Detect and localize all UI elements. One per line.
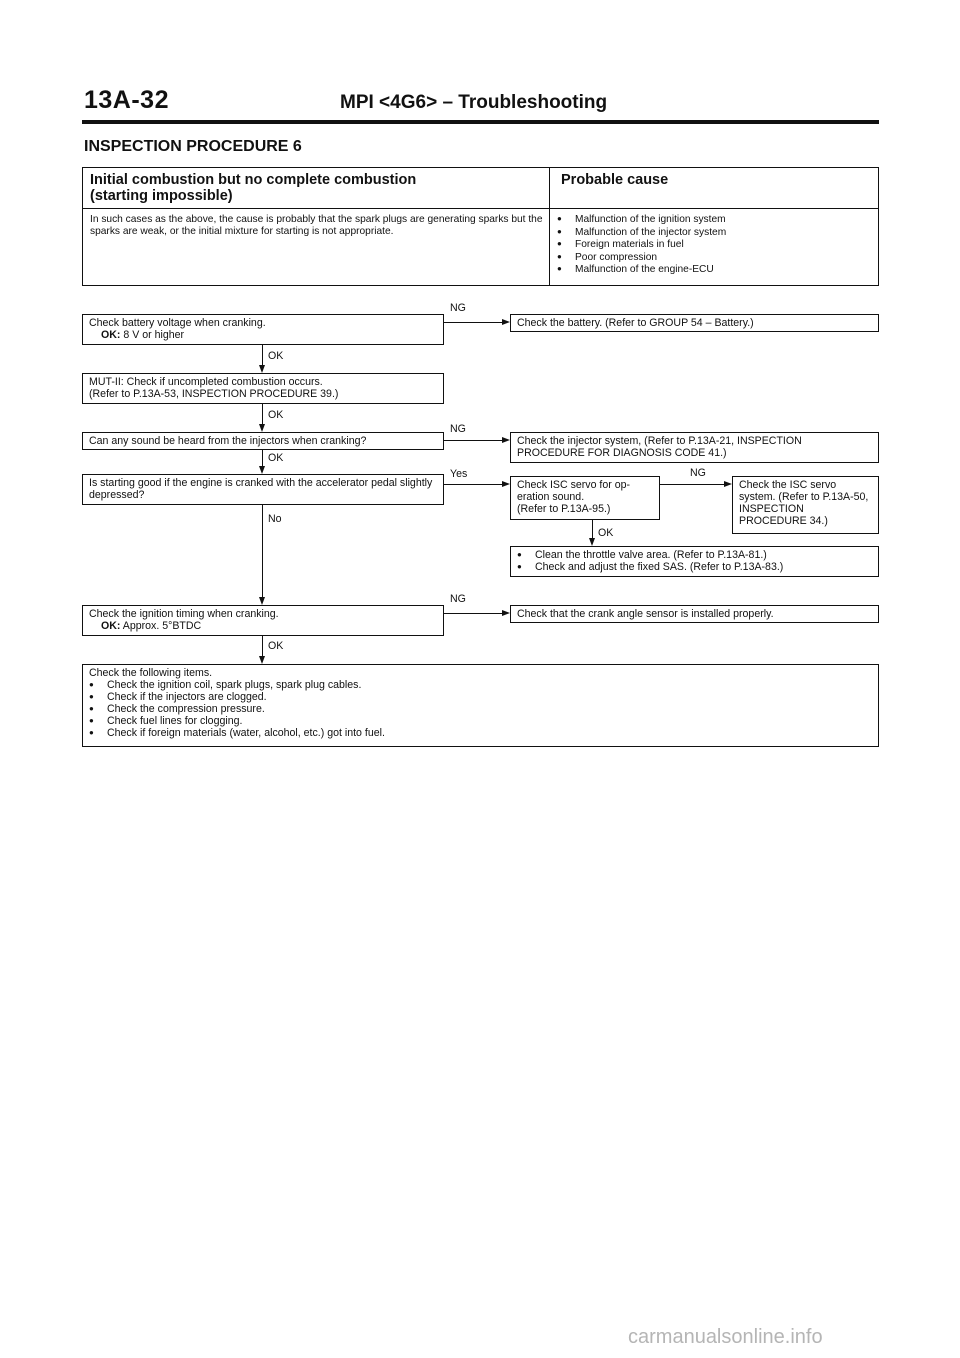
arrow-right-icon: [502, 319, 510, 325]
action-item: ● Check and adjust the fixed SAS. (Refer to P.13A-83.): [517, 561, 872, 573]
arrow-right-icon: [724, 481, 732, 487]
table-divider-horizontal: [83, 208, 878, 209]
arrow-down-icon: [259, 656, 265, 664]
connector-line: [262, 345, 263, 365]
probable-cause-heading: Probable cause: [561, 172, 669, 188]
arrow-down-icon: [259, 597, 265, 605]
connector-line: [444, 322, 502, 323]
cause-item: ● Malfunction of the injector system: [557, 226, 726, 239]
action-item: ● Clean the throttle valve area. (Refer to P.13A-81.): [517, 549, 872, 561]
probable-cause-list: [557, 213, 726, 276]
yes-label: Yes: [450, 468, 468, 480]
final-check-items: Check the following items. ● Check the ignition coil, spark plugs, spark plug cables. ● Check if the injectors are clogged. ● Check the compression pressure. ● Check fuel lines for clogging. ● Check if foreign materials (water, alcohol, etc.) got into fuel.: [82, 664, 879, 747]
symptom-description: In such cases as the above, the cause is probably that the spark plugs are generating sparks but the sparks are weak, or the initial mixture for starting is not appropriate.: [90, 214, 543, 237]
arrow-right-icon: [502, 610, 510, 616]
ng-label: NG: [450, 593, 466, 605]
arrow-right-icon: [502, 437, 510, 443]
ok-label: OK: [598, 527, 614, 539]
check-item: ● Check fuel lines for clogging.: [89, 715, 872, 727]
action-crank-angle-sensor: Check that the crank angle sensor is installed properly.: [510, 605, 879, 623]
arrow-down-icon: [589, 538, 595, 546]
ng-label: NG: [450, 423, 466, 435]
symptom-table: [82, 167, 879, 286]
connector-line: [660, 484, 724, 485]
connector-line: [262, 505, 263, 597]
ok-label: OK: [268, 452, 284, 464]
cause-item: ● Poor compression: [557, 251, 726, 264]
procedure-title: INSPECTION PROCEDURE 6: [84, 138, 302, 155]
action-check-battery: Check the battery. (Refer to GROUP 54 – Battery.): [510, 314, 879, 332]
header-rule: [82, 120, 879, 124]
connector-line: [262, 450, 263, 466]
step-injector-sound: Can any sound be heard from the injectors when cranking?: [82, 432, 444, 450]
arrow-right-icon: [502, 481, 510, 487]
check-item: ● Check if the injectors are clogged.: [89, 691, 872, 703]
ok-label: OK: [268, 350, 284, 362]
connector-line: [262, 636, 263, 656]
watermark: carmanualsonline.info: [628, 1326, 823, 1348]
no-label: No: [268, 513, 282, 525]
arrow-down-icon: [259, 424, 265, 432]
check-item: ● Check the ignition coil, spark plugs, spark plug cables.: [89, 679, 872, 691]
step-accelerator-start: Is starting good if the engine is cranked with the accelerator pedal slightly depressed?: [82, 474, 444, 505]
cause-item: ● Foreign materials in fuel: [557, 238, 726, 251]
page-number: 13A-32: [84, 86, 169, 114]
ok-label: OK: [268, 640, 284, 652]
page-title: MPI <4G6> – Troubleshooting: [340, 92, 608, 113]
cause-item: ● Malfunction of the engine-ECU: [557, 263, 726, 276]
arrow-down-icon: [259, 365, 265, 373]
check-item: ● Check the compression pressure.: [89, 703, 872, 715]
connector-line: [444, 613, 502, 614]
ng-label: NG: [690, 467, 706, 479]
step-isc-sound: Check ISC servo for op- eration sound. (Refer to P.13A-95.): [510, 476, 660, 520]
ok-label: OK: [268, 409, 284, 421]
symptom-heading: Initial combustion but no complete combustion (starting impossible): [90, 172, 417, 204]
action-check-isc-system: Check the ISC servo system. (Refer to P.13A-50, INSPECTION PROCEDURE 34.): [732, 476, 879, 534]
step-mut-check: MUT-II: Check if uncompleted combustion occurs. (Refer to P.13A-53, INSPECTION PROCEDURE 39.): [82, 373, 444, 404]
ng-label: NG: [450, 302, 466, 314]
table-divider-vertical: [549, 168, 550, 285]
connector-line: [444, 484, 502, 485]
cause-item: ● Malfunction of the ignition system: [557, 213, 726, 226]
step-battery-voltage: Check battery voltage when cranking. OK: 8 V or higher: [82, 314, 444, 345]
arrow-down-icon: [259, 466, 265, 474]
connector-line: [262, 404, 263, 425]
check-item: ● Check if foreign materials (water, alcohol, etc.) got into fuel.: [89, 727, 872, 739]
connector-line: [444, 440, 502, 441]
action-check-injector: Check the injector system, (Refer to P.13A-21, INSPECTION PROCEDURE FOR DIAGNOSIS CODE 41.): [510, 432, 879, 463]
connector-line: [592, 520, 593, 538]
step-ignition-timing: Check the ignition timing when cranking. OK: Approx. 5°BTDC: [82, 605, 444, 636]
action-throttle-sas: [510, 546, 879, 577]
